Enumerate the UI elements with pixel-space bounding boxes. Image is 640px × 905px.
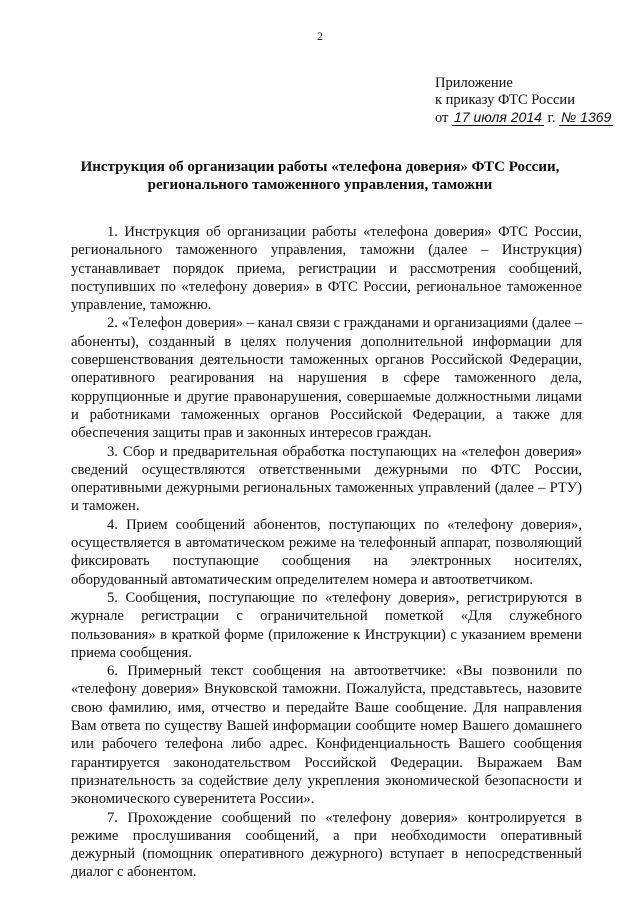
paragraph-7: 7. Прохождение сообщений по «телефону доверия» контролируется в режиме прослушивания сообщений, а при необходимости оперативный дежурный (помощник оперативного дежурного) вступает в непосредственный диалог с абонентом. xyxy=(71,809,582,881)
document-body xyxy=(71,223,582,882)
appendix-title: Приложение xyxy=(435,75,513,91)
paragraph-2: 2. «Телефон доверия» – канал связи с гражданами и организациями (далее – абоненты), созданный в целях получения дополнительной информации для совершенствования деятельности таможенных органов Российской Федерации, оперативного реагирования на нарушения в сфере таможенного дела, коррупционные и другие правонарушения, совершаемые должностными лицами и работниками таможенных органов Российской Федерации, а также для обеспечения защиты прав и законных интересов граждан. xyxy=(71,315,582,442)
order-date: 17 июля 2014 xyxy=(454,109,542,125)
paragraph-4: 4. Прием сообщений абонентов, поступающих по «телефону доверия», осуществляется в автоматическом режиме на телефонный аппарат, позволяющий фиксировать поступающие сообщения на электронных носителях, оборудованный автоматическим определителем номера и автоответчиком. xyxy=(71,516,582,588)
date-prefix: от xyxy=(435,110,449,126)
appendix-date-line xyxy=(435,109,613,127)
paragraph-1: 1. Инструкция об организации работы «телефона доверия» ФТС России, регионального таможенного управления, таможни (далее – Инструкция) устанавливает порядок приема, регистрации и рассмотрения сообщений, поступивших по «телефону доверия» в ФТС России, региональное таможенное управление, таможню. xyxy=(71,224,582,314)
order-number: № 1369 xyxy=(561,109,612,125)
date-year-suffix: г. xyxy=(547,110,556,126)
title-line-1: Инструкция об организации работы «телефона доверия» ФТС России, xyxy=(80,159,560,175)
appendix-order-ref: к приказу ФТС России xyxy=(435,92,575,108)
document-title xyxy=(60,158,580,194)
page-number: 2 xyxy=(317,29,323,43)
paragraph-5: 5. Сообщения, поступающие по «телефону доверия», регистрируются в журнале регистрации с ограничительной пометкой «Для служебного пользования» в краткой форме (приложение к Инструкции) с указанием времени приема сообщения. xyxy=(71,589,582,661)
paragraph-6: 6. Примерный текст сообщения на автоответчике: «Вы позвонили по «телефону доверия» Внуковской таможни. Пожалуйста, представьтесь, назовите свою фамилию, имя, отчество и передайте Ваше сообщение. Для направления Вам ответа по существу Вашей информации сообщите номер Вашего домашнего или рабочего телефона либо адрес. Конфиденциальность Вашего сообщения гарантируется законодательством Российской Федерации. Выражаем Вам признательность за содействие делу укрепления экономической безопасности и экономического суверенитета России». xyxy=(71,663,582,808)
paragraph-3: 3. Сбор и предварительная обработка поступающих на «телефон доверия» сведений осуществляются ответственными дежурными по ФТС России, оперативными дежурными региональных таможенных управлений (далее – РТУ) и таможен. xyxy=(71,443,582,515)
appendix-block xyxy=(435,75,613,127)
title-line-2: регионального таможенного управления, таможни xyxy=(147,177,493,193)
